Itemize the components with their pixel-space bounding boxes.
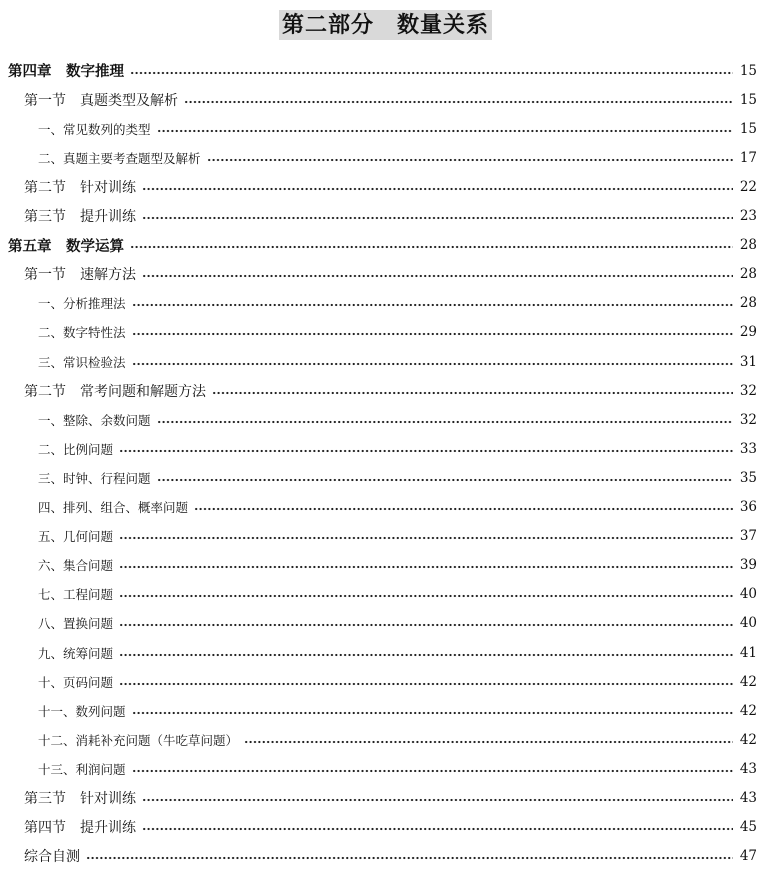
toc-entry-item[interactable] [38, 405, 757, 434]
toc-entry-chapter[interactable] [8, 231, 757, 260]
toc-entry-title: 第一节 真题类型及解析 [24, 92, 178, 109]
toc-entry-item[interactable] [38, 522, 757, 551]
toc-entry-title: 一、分析推理法 [38, 296, 126, 312]
dot-leader [119, 444, 733, 458]
dot-leader [132, 327, 733, 341]
dot-leader [142, 269, 733, 283]
toc-entry-page-number: 41 [739, 644, 757, 661]
toc-entry-title: 第四章 数字推理 [8, 63, 124, 80]
toc-entry-title: 第一节 速解方法 [24, 267, 136, 284]
dot-leader [119, 531, 733, 545]
toc-entry-section[interactable] [24, 842, 757, 871]
toc-entry-item[interactable] [38, 551, 757, 580]
toc-entry-page-number: 32 [739, 411, 757, 428]
dot-leader [207, 153, 733, 167]
toc-entry-title: 二、比例问题 [38, 441, 114, 457]
toc-entry-page-number: 15 [739, 62, 757, 79]
toc-entry-page-number: 28 [739, 266, 757, 283]
toc-entry-section[interactable] [24, 260, 757, 289]
toc-entry-page-number: 39 [739, 557, 757, 574]
toc-entry-title: 一、整除、余数问题 [38, 412, 151, 428]
toc-entry-page-number: 33 [739, 440, 757, 457]
dot-leader [157, 473, 733, 487]
toc-entry-title: 第五章 数学运算 [8, 237, 124, 255]
toc-entry-page-number: 45 [739, 819, 757, 836]
toc-entry-page-number: 15 [739, 91, 757, 108]
toc-entry-title: 二、真题主要考查题型及解析 [38, 150, 201, 166]
dot-leader [142, 211, 733, 225]
dot-leader [244, 735, 733, 749]
toc-entry-page-number: 47 [739, 848, 757, 865]
toc-entry-page-number: 32 [739, 382, 757, 399]
toc-entry-title: 一、常见数列的类型 [38, 121, 151, 137]
toc-entry-page-number: 22 [739, 178, 757, 195]
toc-entry-title: 第三节 针对训练 [24, 791, 136, 807]
dot-leader [157, 124, 733, 138]
toc-entry-item[interactable] [38, 289, 757, 318]
toc-entry-title: 十一、数列问题 [38, 703, 126, 719]
toc-entry-title: 第二节 常考问题和解题方法 [24, 383, 206, 400]
toc-entry-page-number: 23 [739, 208, 757, 224]
toc-entry-title: 十、页码问题 [38, 674, 114, 690]
dot-leader [86, 851, 733, 865]
toc-entry-page-number: 37 [739, 528, 757, 545]
toc-entry-page-number: 31 [739, 353, 757, 370]
toc-entry-item[interactable] [38, 667, 757, 696]
toc-entry-page-number: 40 [739, 615, 757, 632]
toc-entry-item[interactable] [38, 463, 757, 492]
toc-entry-page-number: 29 [739, 324, 757, 341]
toc-entry-page-number: 43 [739, 790, 757, 806]
toc-entry-page-number: 36 [739, 499, 757, 515]
dot-leader [119, 648, 733, 662]
toc-entry-title: 四、排列、组合、概率问题 [38, 500, 189, 515]
toc-entry-title: 十三、利润问题 [38, 761, 126, 777]
toc-entry-title: 八、置换问题 [38, 616, 114, 632]
toc-entry-page-number: 42 [739, 702, 757, 719]
toc-entry-section[interactable] [24, 202, 757, 231]
page-header [0, 10, 771, 40]
toc-entry-title: 七、工程问题 [38, 587, 114, 603]
toc-entry-section[interactable] [24, 85, 757, 114]
dot-leader [132, 764, 733, 778]
toc-entry-page-number: 15 [739, 120, 757, 137]
dot-leader [157, 415, 733, 429]
dot-leader [142, 793, 733, 807]
toc-entry-title: 综合自测 [24, 849, 80, 866]
toc-entry-page-number: 28 [739, 237, 757, 254]
toc-entry-title: 二、数字特性法 [38, 325, 126, 341]
toc-entry-item[interactable] [38, 143, 757, 172]
dot-leader [119, 560, 733, 574]
toc-entry-title: 九、统筹问题 [38, 645, 114, 661]
dot-leader [184, 95, 733, 109]
toc-entry-title: 第四节 提升训练 [24, 820, 136, 837]
toc-entry-item[interactable] [38, 754, 757, 783]
toc-entry-section[interactable] [24, 784, 757, 813]
toc-entry-chapter[interactable] [8, 56, 757, 85]
toc-entry-item[interactable] [38, 347, 757, 376]
dot-leader [130, 240, 733, 254]
toc-entry-page-number: 42 [739, 731, 757, 748]
dot-leader [194, 502, 733, 516]
toc-entry-title: 三、时钟、行程问题 [38, 470, 151, 486]
toc-entry-section[interactable] [24, 376, 757, 405]
toc-entry-title: 三、常识检验法 [38, 354, 126, 370]
dot-leader [132, 357, 733, 371]
dot-leader [130, 66, 733, 80]
toc-entry-section[interactable] [24, 813, 757, 842]
dot-leader [142, 182, 733, 196]
toc-entry-item[interactable] [38, 114, 757, 143]
dot-leader [142, 822, 733, 836]
toc-entry-page-number: 28 [739, 295, 757, 312]
toc-entry-page-number: 42 [739, 673, 757, 690]
toc-entry-item[interactable] [38, 493, 757, 522]
dot-leader [132, 706, 733, 720]
toc-entry-page-number: 40 [739, 586, 757, 603]
dot-leader [119, 618, 733, 632]
toc-entry-page-number: 43 [739, 760, 757, 777]
toc-entry-item[interactable] [38, 580, 757, 609]
toc-entry-item[interactable] [38, 434, 757, 463]
toc-entry-title: 第二节 针对训练 [24, 179, 136, 196]
toc-entry-title: 第三节 提升训练 [24, 209, 136, 225]
dot-leader [119, 677, 733, 691]
toc-entry-item[interactable] [38, 609, 757, 638]
dot-leader [212, 386, 733, 400]
toc-entry-section[interactable] [24, 172, 757, 201]
toc-entry-page-number: 17 [739, 149, 757, 166]
toc-entry-item[interactable] [38, 318, 757, 347]
dot-leader [132, 298, 733, 312]
toc-entry-page-number: 35 [739, 469, 757, 486]
toc-entry-item[interactable] [38, 696, 757, 725]
toc-entry-title: 十二、消耗补充问题（牛吃草问题） [38, 732, 239, 748]
toc-entry-item[interactable] [38, 638, 757, 667]
dot-leader [119, 589, 733, 603]
toc-entry-item[interactable] [38, 725, 757, 754]
page-title: 第二部分 数量关系 [279, 10, 492, 40]
toc-entry-title: 六、集合问题 [38, 558, 114, 574]
toc-entry-title: 五、几何问题 [38, 529, 114, 545]
